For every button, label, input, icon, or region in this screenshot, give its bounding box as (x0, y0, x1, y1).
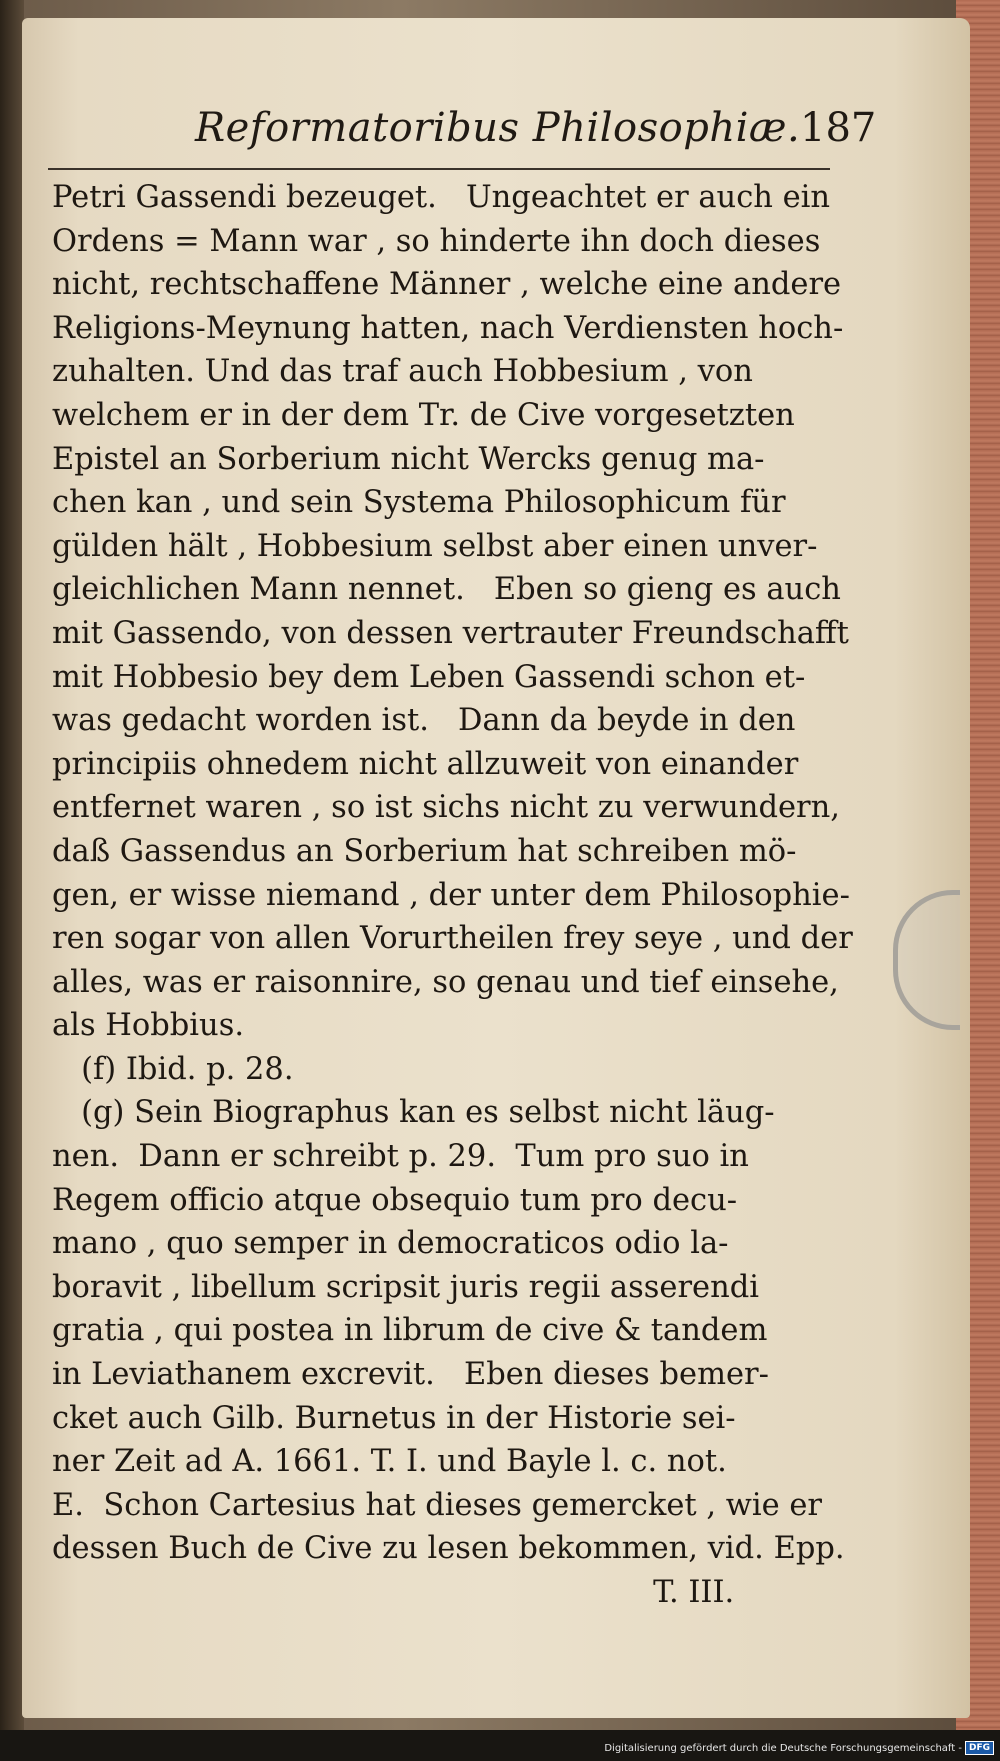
text-line: E. Schon Cartesius hat dieses gemercket , wie er (52, 1487, 822, 1523)
text-line: mit Gassendo, von dessen vertrauter Freundschafft (52, 615, 849, 651)
page-number: 187 (800, 105, 877, 151)
text-line: (g) Sein Biographus kan es selbst nicht läug- (52, 1095, 775, 1131)
text-line: T. III. (52, 1575, 735, 1610)
text-line: chen kan , und sein Systema Philosophicum für (52, 485, 786, 521)
text-line: dessen Buch de Cive zu lesen bekommen, vid. Epp. (52, 1531, 845, 1567)
text-line: welchem er in der dem Tr. de Cive vorgesetzten (52, 397, 795, 433)
text-line: Petri Gassendi bezeuget. Ungeachtet er auch ein (52, 180, 831, 215)
text-line: cket auch Gilb. Burnetus in der Historie sei- (52, 1400, 736, 1436)
text-line: principiis ohnedem nicht allzuweit von einander (52, 746, 799, 782)
text-line: entfernet waren , so ist sichs nicht zu verwundern, (52, 790, 840, 826)
text-line: als Hobbius. (52, 1008, 245, 1044)
text-line: Epistel an Sorberium nicht Wercks genug ma- (52, 441, 765, 477)
dfg-logo: DFG (965, 1741, 994, 1755)
text-line: alles, was er raisonnire, so genau und tief einsehe, (52, 964, 839, 1000)
body-text (52, 176, 862, 1615)
text-line: mano , quo semper in democraticos odio la- (52, 1226, 729, 1262)
text-line: gen, er wisse niemand , der unter dem Philosophie- (52, 877, 850, 913)
text-line: ren sogar von allen Vorurtheilen frey seye , und der (52, 921, 853, 957)
text-line: boravit , libellum scripsit juris regii asserendi (52, 1269, 760, 1305)
credit-text: Digitalisierung gefördert durch die Deutsche Forschungsgemeinschaft - (604, 1742, 962, 1754)
digitization-credit (604, 1741, 994, 1755)
text-line: gratia , qui postea in librum de cive & tandem (52, 1313, 768, 1349)
text-line: nicht, rechtschaffene Männer , welche eine andere (52, 267, 842, 303)
text-line: Religions-Meynung hatten, nach Verdiensten hoch- (52, 310, 844, 346)
text-line: zuhalten. Und das traf auch Hobbesium , von (52, 354, 753, 390)
text-line: Regem officio atque obsequio tum pro decu- (52, 1182, 738, 1218)
header-rule (48, 168, 830, 170)
text-line: (f) Ibid. p. 28. (52, 1051, 294, 1087)
text-line: Ordens = Mann war , so hinderte ihn doch dieses (52, 223, 821, 259)
text-line: daß Gassendus an Sorberium hat schreiben mö- (52, 833, 797, 869)
text-line: gleichlichen Mann nennet. Eben so gieng es auch (52, 572, 841, 608)
text-line: ner Zeit ad A. 1661. T. I. und Bayle l. c. not. (52, 1444, 727, 1480)
text-line: was gedacht worden ist. Dann da beyde in den (52, 703, 796, 739)
text-line: gülden hält , Hobbesium selbst aber einen unver- (52, 528, 818, 564)
running-head: Reformatoribus Philosophiæ. (195, 105, 801, 151)
left-gutter (0, 0, 24, 1730)
text-line: in Leviathanem excrevit. Eben dieses bemer- (52, 1357, 769, 1393)
text-line: mit Hobbesio bey dem Leben Gassendi schon et- (52, 659, 806, 695)
text-line: nen. Dann er schreibt p. 29. Tum pro suo in (52, 1139, 749, 1175)
